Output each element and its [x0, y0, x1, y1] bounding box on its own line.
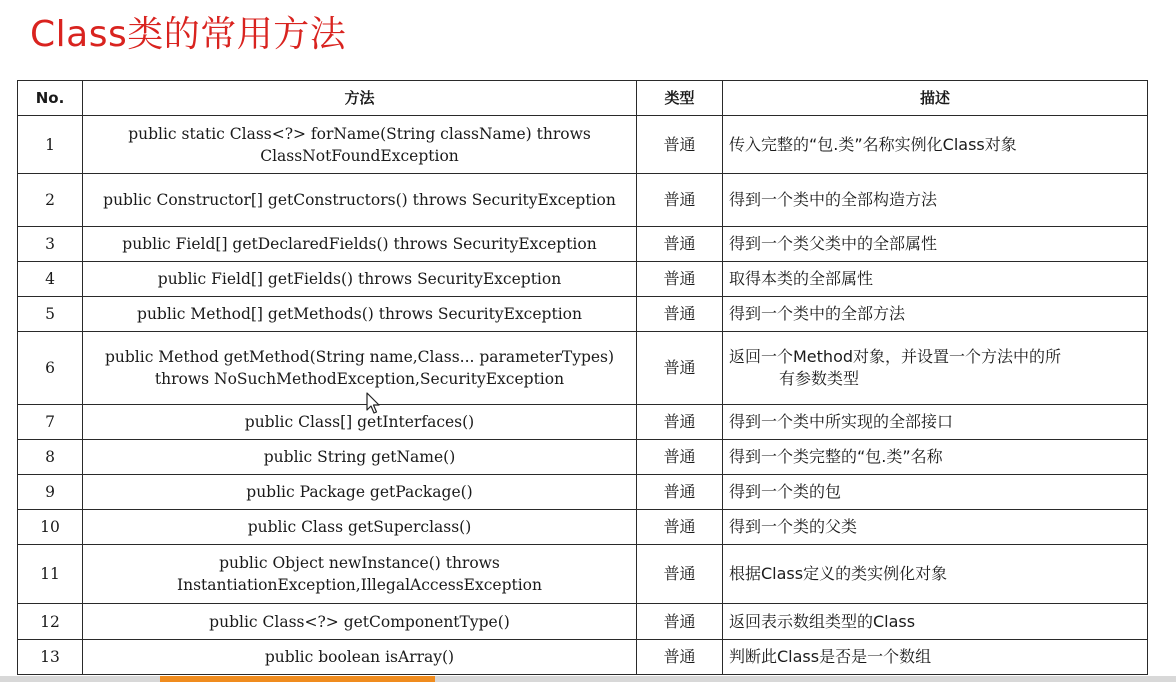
header-method: 方法	[83, 81, 637, 116]
desc-line: 有参数类型	[779, 369, 860, 388]
video-progress-bar[interactable]	[0, 676, 1176, 682]
table-row	[18, 475, 1148, 510]
row-desc: 得到一个类的包	[723, 475, 1148, 510]
row-no: 7	[18, 405, 83, 440]
row-desc: 得到一个类中的全部构造方法	[723, 174, 1148, 227]
row-no: 8	[18, 440, 83, 475]
row-type: 普通	[637, 604, 723, 640]
row-type: 普通	[637, 332, 723, 405]
row-method: public Constructor[] getConstructors() throws SecurityException	[83, 174, 637, 227]
row-method	[83, 545, 637, 604]
method-line: public Object newInstance() throws	[219, 554, 500, 572]
row-method: public String getName()	[83, 440, 637, 475]
row-desc: 取得本类的全部属性	[723, 262, 1148, 297]
table-row	[18, 405, 1148, 440]
methods-table	[17, 80, 1148, 675]
row-no: 3	[18, 227, 83, 262]
table-row	[18, 297, 1148, 332]
row-desc: 得到一个类父类中的全部属性	[723, 227, 1148, 262]
method-line: throws NoSuchMethodException,SecurityException	[154, 370, 565, 388]
row-no: 2	[18, 174, 83, 227]
row-method	[83, 332, 637, 405]
row-desc: 得到一个类中所实现的全部接口	[723, 405, 1148, 440]
header-no: No.	[18, 81, 83, 116]
row-no: 4	[18, 262, 83, 297]
header-desc: 描述	[723, 81, 1148, 116]
table-row	[18, 332, 1148, 405]
row-type: 普通	[637, 640, 723, 675]
method-line: public static Class<?> forName(String className) throws	[128, 124, 591, 143]
table-row	[18, 227, 1148, 262]
table-row	[18, 440, 1148, 475]
row-method: public Class[] getInterfaces()	[83, 405, 637, 440]
row-desc: 传入完整的“包.类”名称实例化Class对象	[723, 116, 1148, 174]
table-row	[18, 262, 1148, 297]
row-method: public Class<?> getComponentType()	[83, 604, 637, 640]
row-method: public boolean isArray()	[83, 640, 637, 675]
row-method: public Field[] getDeclaredFields() throws SecurityException	[83, 227, 637, 262]
header-type: 类型	[637, 81, 723, 116]
method-line: ClassNotFoundException	[260, 146, 459, 165]
row-no: 11	[18, 545, 83, 604]
row-method: public Field[] getFields() throws SecurityException	[83, 262, 637, 297]
row-type: 普通	[637, 227, 723, 262]
row-type: 普通	[637, 440, 723, 475]
row-no: 5	[18, 297, 83, 332]
table-row	[18, 510, 1148, 545]
row-desc	[723, 332, 1148, 405]
row-method	[83, 116, 637, 174]
row-desc: 判断此Class是否是一个数组	[723, 640, 1148, 675]
row-desc: 得到一个类中的全部方法	[723, 297, 1148, 332]
page-title: Class类的常用方法	[30, 14, 347, 55]
row-type: 普通	[637, 475, 723, 510]
table-row	[18, 116, 1148, 174]
row-type: 普通	[637, 297, 723, 332]
table-row	[18, 174, 1148, 227]
row-desc: 得到一个类的父类	[723, 510, 1148, 545]
table-row	[18, 640, 1148, 675]
row-no: 12	[18, 604, 83, 640]
table-row	[18, 604, 1148, 640]
row-type: 普通	[637, 510, 723, 545]
row-method: public Class getSuperclass()	[83, 510, 637, 545]
mouse-cursor-icon	[366, 392, 382, 416]
row-no: 10	[18, 510, 83, 545]
row-desc: 返回表示数组类型的Class	[723, 604, 1148, 640]
row-type: 普通	[637, 545, 723, 604]
row-no: 13	[18, 640, 83, 675]
table-row	[18, 545, 1148, 604]
row-no: 1	[18, 116, 83, 174]
row-type: 普通	[637, 174, 723, 227]
video-progress-fill	[160, 676, 435, 682]
method-line: public Method getMethod(String name,Class... parameterTypes)	[104, 348, 615, 366]
desc-line: 返回一个Method对象，并设置一个方法中的所	[729, 347, 1062, 366]
row-no: 9	[18, 475, 83, 510]
row-no: 6	[18, 332, 83, 405]
row-type: 普通	[637, 116, 723, 174]
row-method: public Method[] getMethods() throws SecurityException	[83, 297, 637, 332]
row-method: public Package getPackage()	[83, 475, 637, 510]
table-header-row	[18, 81, 1148, 116]
row-type: 普通	[637, 262, 723, 297]
row-desc: 根据Class定义的类实例化对象	[723, 545, 1148, 604]
row-type: 普通	[637, 405, 723, 440]
row-desc: 得到一个类完整的“包.类”名称	[723, 440, 1148, 475]
method-line: InstantiationException,IllegalAccessException	[177, 576, 542, 594]
